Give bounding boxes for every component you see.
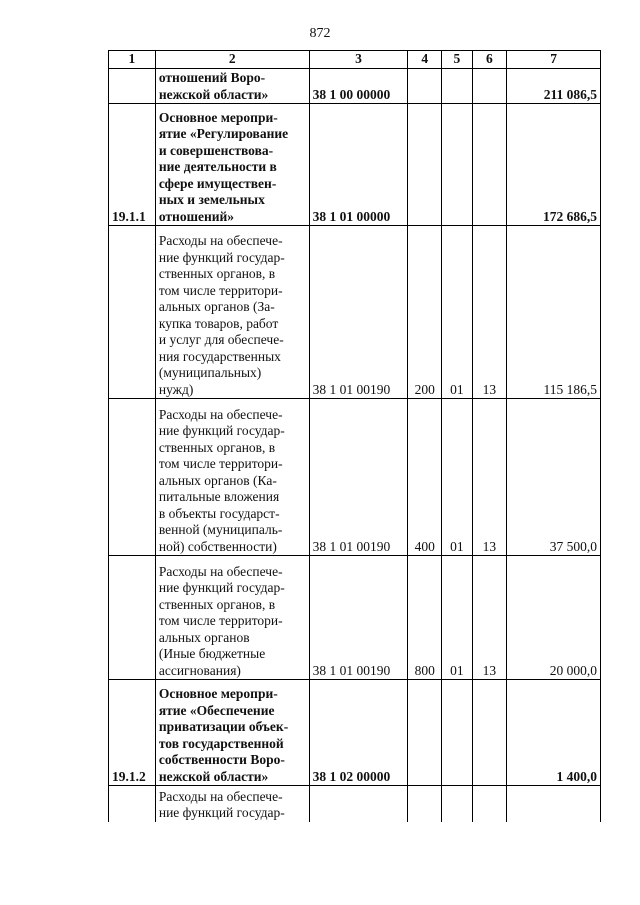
row-amount: 1 400,0 [507,680,601,786]
row-description: Расходы на обеспече- ние функций государ- ственных органов, в том числе территори- альных органов (Иные бюджетные ассигнования) [155,556,309,680]
table-row [109,226,601,399]
row-amount: 37 500,0 [507,399,601,556]
row-description: Расходы на обеспече- ние функций государ- ственных органов, в том числе территори- альных органов (Ка- питальные вложения в объекты государст- венной (муниципаль- ной) собственности) [155,399,309,556]
row-amount [507,786,601,822]
row-section [442,680,473,786]
budget-table [108,50,601,822]
table-row [109,69,601,104]
row-number: 19.1.2 [109,680,156,786]
row-section [442,786,473,822]
page-number: 872 [309,26,331,41]
row-subsection [472,680,507,786]
row-code: 38 1 01 00190 [309,399,408,556]
table-header-row [109,51,601,69]
column-header: 2 [155,51,309,69]
row-amount: 115 186,5 [507,226,601,399]
row-description: Расходы на обеспече- ние функций государ- ственных органов, в том числе территори- альных органов (За- купка товаров, работ и услуг для обеспече- ния государственных (муниципальных) нужд) [155,226,309,399]
row-description: Основное меропри- ятие «Регулирование и совершенствова- ние деятельности в сфере имуществен- ных и земельных отношений» [155,104,309,226]
table-row [109,399,601,556]
row-expense-type: 400 [408,399,442,556]
row-number [109,786,156,822]
row-amount: 20 000,0 [507,556,601,680]
column-header: 5 [442,51,473,69]
row-expense-type [408,786,442,822]
row-subsection [472,104,507,226]
row-expense-type [408,69,442,104]
row-amount: 211 086,5 [507,69,601,104]
row-amount: 172 686,5 [507,104,601,226]
row-section: 01 [442,399,473,556]
table-row [109,786,601,822]
row-expense-type [408,104,442,226]
row-number [109,69,156,104]
row-expense-type: 800 [408,556,442,680]
row-code [309,786,408,822]
row-section: 01 [442,556,473,680]
row-code: 38 1 01 00000 [309,104,408,226]
row-code: 38 1 01 00190 [309,226,408,399]
row-subsection: 13 [472,556,507,680]
row-code: 38 1 01 00190 [309,556,408,680]
row-expense-type [408,680,442,786]
table-row [109,104,601,226]
row-subsection: 13 [472,226,507,399]
column-header: 1 [109,51,156,69]
row-expense-type: 200 [408,226,442,399]
column-header: 6 [472,51,507,69]
row-number [109,399,156,556]
row-number: 19.1.1 [109,104,156,226]
row-section [442,69,473,104]
row-code: 38 1 02 00000 [309,680,408,786]
row-subsection: 13 [472,399,507,556]
column-header: 4 [408,51,442,69]
table-body [109,69,601,822]
table-row [109,680,601,786]
row-number [109,556,156,680]
row-section: 01 [442,226,473,399]
row-description: отношений Воро- нежской области» [155,69,309,104]
row-subsection [472,786,507,822]
row-description: Основное меропри- ятие «Обеспечение приватизации объек- тов государственной собственности Воро- нежской области» [155,680,309,786]
row-code: 38 1 00 00000 [309,69,408,104]
table-row [109,556,601,680]
row-section [442,104,473,226]
column-header: 7 [507,51,601,69]
column-header: 3 [309,51,408,69]
row-description: Расходы на обеспече- ние функций государ- [155,786,309,822]
row-number [109,226,156,399]
row-subsection [472,69,507,104]
